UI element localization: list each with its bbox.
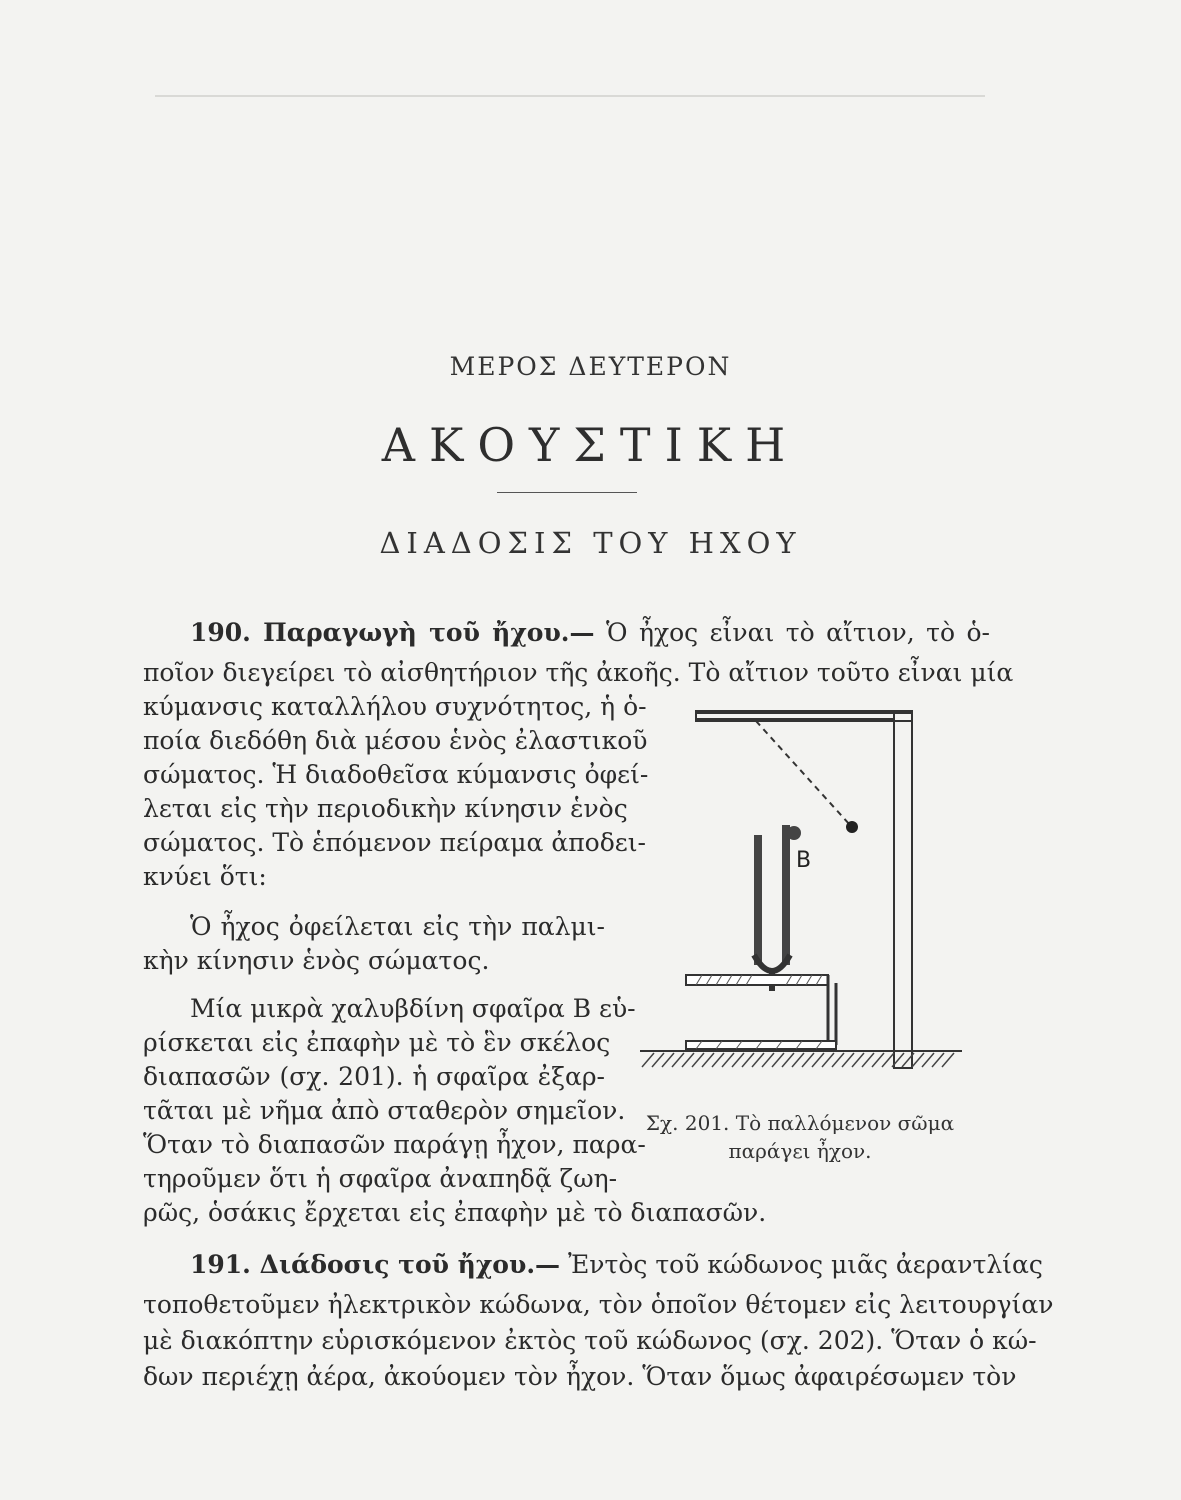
para190-line5: σώματος. Ἡ διαδοθεῖσα κύμανσις ὀφεί- (143, 760, 649, 789)
para191-line2: τοποθετοῦμεν ἠλεκτρικὸν κώδωνα, τὸν ὁποῖον θέτομεν εἰς λειτουργίαν (143, 1290, 1054, 1319)
para190-line4: ποία διεδόθη διὰ μέσου ἑνὸς ἐλαστικοῦ (143, 726, 648, 755)
page-header-rule (155, 95, 985, 97)
para191-heading: 191. Διάδοσις τοῦ ἤχου.— (190, 1250, 561, 1279)
figure-caption-line2: παράγει ἦχον. (728, 1139, 872, 1163)
para190-heading: 190. Παραγωγὴ τοῦ ἤχου.— (190, 618, 595, 647)
para191-line4: δων περιέχῃ ἀέρα, ἀκούομεν τὸν ἦχον. Ὅταν ὅμως ἀφαιρέσωμεν τὸν (143, 1362, 1017, 1391)
para190-line1 (190, 618, 990, 648)
title-divider (497, 492, 637, 493)
experiment-line6: τηροῦμεν ὅτι ἡ σφαῖρα ἀναπηδᾷ ζωη- (143, 1164, 618, 1193)
section-subtitle: ΔΙΑΔΟΣΙΣ ΤΟΥ ΗΧΟΥ (379, 526, 802, 560)
para190-line2: ποῖον διεγείρει τὸ αἰσθητήριον τῆς ἀκοῆς. Τὸ αἴτιον τοῦτο εἶναι μία (143, 658, 1014, 687)
para190-line1-text: Ὁ ἦχος εἶναι τὸ αἴτιον, τὸ ὁ- (606, 618, 991, 647)
experiment-line1: Μία μικρὰ χαλυβδίνη σφαῖρα Β εὑ- (190, 994, 636, 1023)
experiment-line3: διαπασῶν (σχ. 201). ἡ σφαῖρα ἐξαρ- (143, 1062, 605, 1091)
tuning-fork-figure (636, 705, 964, 1085)
part-heading: ΜΕΡΟΣ ΔΕΥΤΕΡΟΝ (449, 352, 732, 381)
experiment-line2: ρίσκεται εἰς ἐπαφὴν μὲ τὸ ἓν σκέλος (143, 1028, 611, 1057)
para190-line7: σώματος. Τὸ ἑπόμενον πείραμα ἀποδει- (143, 828, 646, 857)
law-line1: Ὁ ἦχος ὀφείλεται εἰς τὴν παλμι- (190, 912, 605, 941)
para191-line3: μὲ διακόπτην εὑρισκόμενον ἐκτὸς τοῦ κώδωνος (σχ. 202). Ὅταν ὁ κώ- (143, 1326, 1037, 1355)
experiment-line5: Ὅταν τὸ διαπασῶν παράγῃ ἦχον, παρα- (143, 1130, 646, 1159)
chapter-title: ΑΚΟΥΣΤΙΚΗ (381, 418, 800, 472)
para190-line3: κύμανσις καταλλήλου συχνότητος, ἡ ὁ- (143, 692, 647, 721)
figure-caption-line1: Σχ. 201. Τὸ παλλόμενον σῶμα (645, 1111, 955, 1135)
para191-line1-text: Ἐντὸς τοῦ κώδωνος μιᾶς ἀεραντλίας (567, 1250, 1043, 1279)
para191-line1 (190, 1250, 1043, 1280)
law-line2: κὴν κίνησιν ἑνὸς σώματος. (143, 946, 490, 975)
para190-line6: λεται εἰς τὴν περιοδικὴν κίνησιν ἑνὸς (143, 794, 628, 823)
para190-line8: κνύει ὅτι: (143, 862, 267, 891)
experiment-line7: ρῶς, ὁσάκις ἔρχεται εἰς ἐπαφὴν μὲ τὸ διαπασῶν. (143, 1198, 767, 1227)
figure-label-b: B (796, 848, 812, 873)
experiment-line4: τᾶται μὲ νῆμα ἀπὸ σταθερὸν σημεῖον. (143, 1096, 626, 1125)
